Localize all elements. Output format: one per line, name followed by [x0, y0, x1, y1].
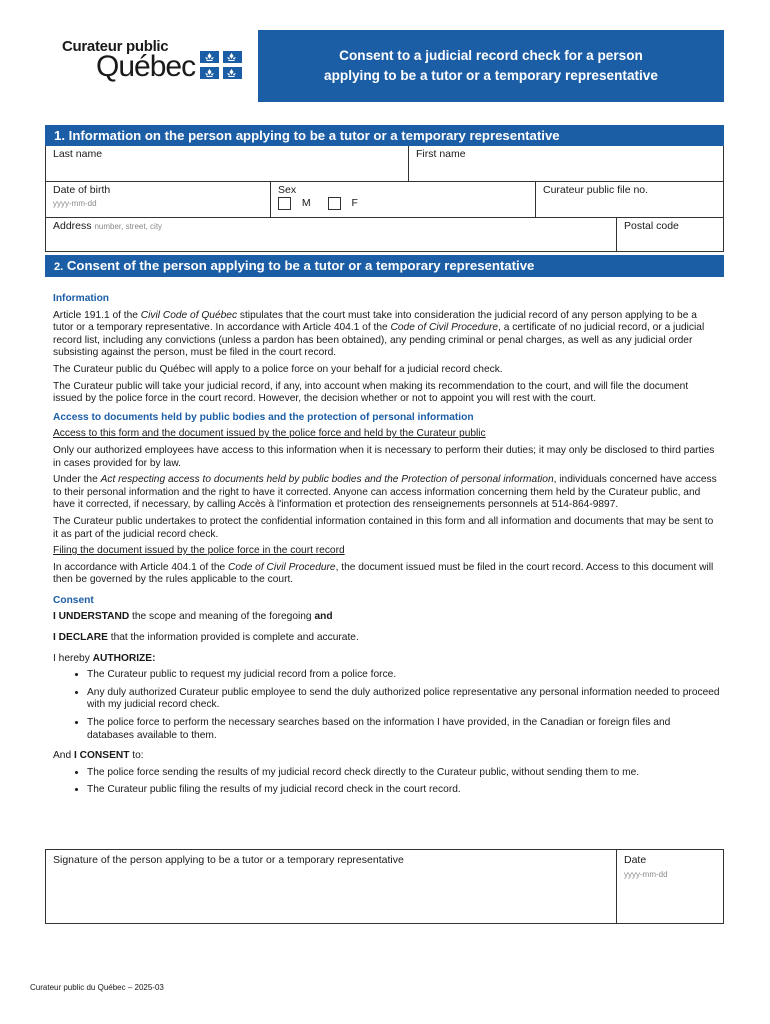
- form-title: [258, 30, 724, 102]
- address-row: [46, 217, 723, 251]
- statement-declare: I DECLARE that the information provided is complete and accurate.: [53, 632, 359, 644]
- sex-m-label: M: [301, 197, 311, 210]
- list-item: • The Curateur public to request my judicial record from a police force.: [87, 669, 720, 682]
- section2-heading: [45, 255, 724, 277]
- form-title-line1: Consent to a judicial record check for a person: [339, 48, 643, 63]
- logo-line2: Québec: [96, 50, 196, 83]
- consent-list: [53, 767, 720, 797]
- last-name-field[interactable]: [46, 146, 408, 181]
- file-no-label: Curateur public file no.: [543, 184, 649, 196]
- address-hint: number, street, city: [94, 222, 163, 231]
- address-label: Address: [53, 220, 92, 232]
- consent-subheading: Consent: [53, 594, 94, 606]
- dob-hint: yyyy-mm-dd: [53, 199, 97, 208]
- sex-f-label: F: [351, 197, 358, 210]
- curateur-logo: [62, 38, 252, 88]
- section2-title: Consent of the person applying to be a tutor or a temporary representative: [66, 258, 535, 273]
- footer-text: Curateur public du Québec – 2025-03: [30, 983, 164, 992]
- statement-consent: And I CONSENT to:: [53, 750, 144, 762]
- name-row: [46, 146, 723, 181]
- signature-block: [45, 849, 724, 924]
- postal-code-label: Postal code: [624, 220, 679, 232]
- paragraph-filing: In accordance with Article 404.1 of the Code of Civil Procedure, the document issued must be filed in the court record. Access to this document will then be governed by the rules applicable to the court.: [53, 561, 714, 586]
- quebec-flag-icon: [200, 51, 242, 79]
- sex-label: Sex: [278, 184, 297, 196]
- sex-f-checkbox[interactable]: [328, 197, 341, 210]
- logo-line1: Curateur public: [62, 38, 169, 55]
- list-item: • Any duly authorized Curateur public employee to send the duly authorized police representative any personal information needed to proceed with my judicial record check.: [87, 687, 720, 712]
- section2-content: [53, 287, 720, 802]
- section2-number: 2.: [54, 261, 64, 273]
- dob-field[interactable]: [46, 182, 270, 217]
- dob-label: Date of birth: [53, 184, 111, 196]
- signature-field[interactable]: [46, 850, 616, 923]
- paragraph-police-apply: The Curateur public du Québec will apply to a police force on your behalf for a judicial record check.: [53, 363, 503, 375]
- list-item: • The police force sending the results of my judicial record check directly to the Curateur public, without sending them to me.: [87, 767, 720, 780]
- signature-label: Signature of the person applying to be a tutor or a temporary representative: [53, 854, 404, 866]
- section1-heading: 1. Information on the person applying to be a tutor or a temporary representative: [45, 125, 724, 146]
- sex-field: [270, 182, 535, 217]
- first-name-field[interactable]: [408, 146, 723, 181]
- first-name-label: First name: [416, 148, 466, 160]
- list-item: • The police force to perform the necessary searches based on the information I have provided, in the Canadian or foreign files and databases available to them.: [87, 717, 720, 742]
- address-field[interactable]: [46, 218, 616, 251]
- section1-grid: [45, 146, 724, 252]
- statement-authorize: I hereby AUTHORIZE:: [53, 652, 156, 664]
- information-subheading: Information: [53, 293, 110, 304]
- paragraph-access-act: Under the Act respecting access to documents held by public bodies and the Protection of personal information, individuals concerned have access to their personal information and the right to have it corrected. Anyone can access information concerning them held by the Curateur public, and have it corrected, if necessary, by calling Accès à l'information et protection des renseignements personnels at 514-864-9897.: [53, 474, 717, 511]
- postal-code-field[interactable]: [616, 218, 723, 251]
- form-title-line2: applying to be a tutor or a temporary representative: [324, 68, 658, 83]
- statement-understand: I UNDERSTAND the scope and meaning of the foregoing and: [53, 611, 333, 623]
- paragraph-authorized-employees: Only our authorized employees have access to this information when it is necessary to perform their duties; it may only be disclosed to third parties in cases provided for by law.: [53, 444, 715, 469]
- dob-row: [46, 181, 723, 217]
- access-subheading: Access to documents held by public bodies and the protection of personal information: [53, 411, 474, 423]
- filing-underlined-heading: Filing the document issued by the police force in the court record: [53, 545, 345, 557]
- signature-date-hint: yyyy-mm-dd: [624, 870, 668, 879]
- last-name-label: Last name: [53, 148, 103, 160]
- signature-date-label: Date: [624, 854, 647, 866]
- authorize-list: [53, 669, 720, 742]
- paragraph-article-191: Article 191.1 of the Civil Code of Québec stipulates that the court must take into consideration the judicial record of any person applying to be a tutor or a temporary representative. In accordance with Article 404.1 of the Code of Civil Procedure, a certificate of no judicial record, or a judicial record list, including any convictions (unless a pardon has been obtained), any pending criminal or penal charges, as well as any judicial order subsisting against the person, must be filed in the court record.: [53, 309, 705, 359]
- paragraph-recommendation: The Curateur public will take your judicial record, if any, into account when making its recommendation to the court, and will file the document issued by the police force in the court record. However, the decision whether or not to appoint you will rest with the court.: [53, 380, 689, 405]
- signature-date-field[interactable]: [616, 850, 723, 923]
- sex-m-checkbox[interactable]: [278, 197, 291, 210]
- file-no-field[interactable]: [535, 182, 723, 217]
- list-item: • The Curateur public filing the results of my judicial record check in the court record.: [87, 784, 720, 797]
- paragraph-confidentiality: The Curateur public undertakes to protect the confidential information contained in this form and all information and documents that may be sent to it as part of the judicial record check.: [53, 515, 714, 540]
- access-underlined-heading: Access to this form and the document issued by the police force and held by the Curateur public: [53, 428, 486, 440]
